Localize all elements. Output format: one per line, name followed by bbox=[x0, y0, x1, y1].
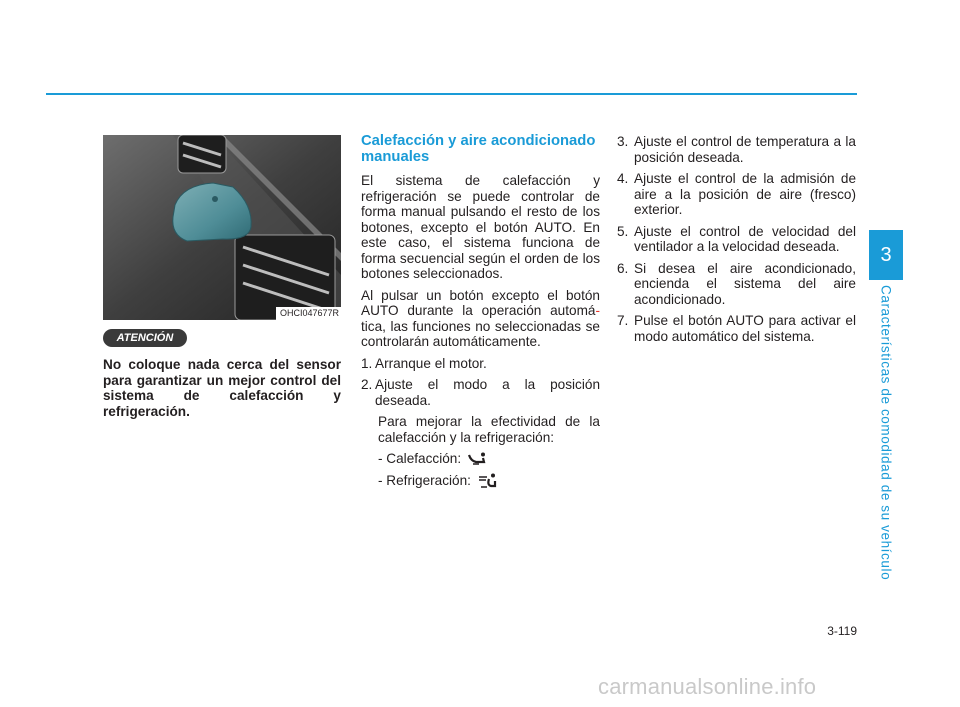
face-floor-vent-icon bbox=[477, 473, 499, 489]
attention-text: No coloque nada cerca del sensor para garantizar un mejor control del sistema de calefacción y refrigeración. bbox=[103, 357, 341, 419]
para-2-part-a: Al pulsar un botón excepto el botón AUTO durante la operación automá bbox=[361, 287, 600, 318]
step-6 bbox=[617, 261, 856, 308]
watermark: carmanualsonline.info bbox=[598, 674, 817, 699]
steps-right bbox=[617, 134, 856, 350]
sensor-photo bbox=[103, 135, 341, 320]
step-3 bbox=[617, 134, 856, 165]
step-number: 6. bbox=[617, 260, 629, 276]
step-text: Si desea el aire acondicionado, encienda el sistema del aire acondicionado. bbox=[634, 260, 856, 307]
attention-badge: ATENCIÓN bbox=[103, 329, 187, 347]
step-1 bbox=[361, 356, 600, 372]
section-para-1: El sistema de calefacción y refrigeración se puede controlar de forma manual pulsando el resto de los botones, excepto el botón AUTO. En este caso, el sistema funciona de forma secuencial según el orden de los botones seleccionados. bbox=[361, 173, 600, 281]
step-number: 5. bbox=[617, 223, 629, 239]
step-text: Ajuste el control de velocidad del ventilador a la velocidad deseada. bbox=[634, 223, 856, 254]
heat-mode-label: - Calefacción: bbox=[378, 451, 462, 466]
step-text: Ajuste el control de la admisión de aire a la posición de aire (fresco) exterior. bbox=[634, 171, 856, 217]
manual-section bbox=[361, 134, 600, 495]
top-rule bbox=[46, 93, 857, 95]
step-1-number: 1. bbox=[361, 355, 373, 371]
step-number: 7. bbox=[617, 313, 629, 328]
soft-hyphen: - bbox=[595, 303, 600, 318]
heat-mode-line bbox=[378, 451, 600, 467]
page-number: 3-119 bbox=[827, 624, 857, 638]
floor-vent-icon bbox=[467, 452, 487, 466]
photo-code: OHCI047677R bbox=[276, 307, 341, 320]
para-2-part-b: tica, las funciones no seleccionadas se controlarán automáticamente. bbox=[361, 318, 600, 349]
chapter-title: Características de comodidad de su vehículo bbox=[878, 285, 894, 581]
step-1-text: Arranque el motor. bbox=[375, 355, 487, 371]
section-title: Calefacción y aire acondicionado manuales bbox=[361, 133, 596, 165]
chapter-number: 3 bbox=[880, 244, 892, 266]
section-para-2 bbox=[361, 288, 600, 350]
step-2-note-block bbox=[378, 414, 600, 445]
step-number: 3. bbox=[617, 134, 629, 149]
step-5 bbox=[617, 224, 856, 255]
step-2-text: Ajuste el modo a la posición deseada. bbox=[375, 377, 600, 408]
step-text: Pulse el botón AUTO para activar el modo automático del sistema. bbox=[634, 313, 856, 344]
step-text: Ajuste el control de temperatura a la posición deseada. bbox=[634, 134, 856, 165]
sensor-illustration bbox=[103, 135, 341, 320]
step-4 bbox=[617, 171, 856, 218]
step-2-number: 2. bbox=[361, 377, 373, 392]
cool-mode-label: - Refrigeración: bbox=[378, 472, 471, 488]
step-2 bbox=[361, 377, 600, 408]
step-number: 4. bbox=[617, 171, 629, 186]
step-7 bbox=[617, 313, 856, 344]
step-2-note: Para mejorar la efectividad de la calefacción y la refrigeración: bbox=[378, 414, 600, 445]
cool-mode-line bbox=[378, 473, 600, 489]
